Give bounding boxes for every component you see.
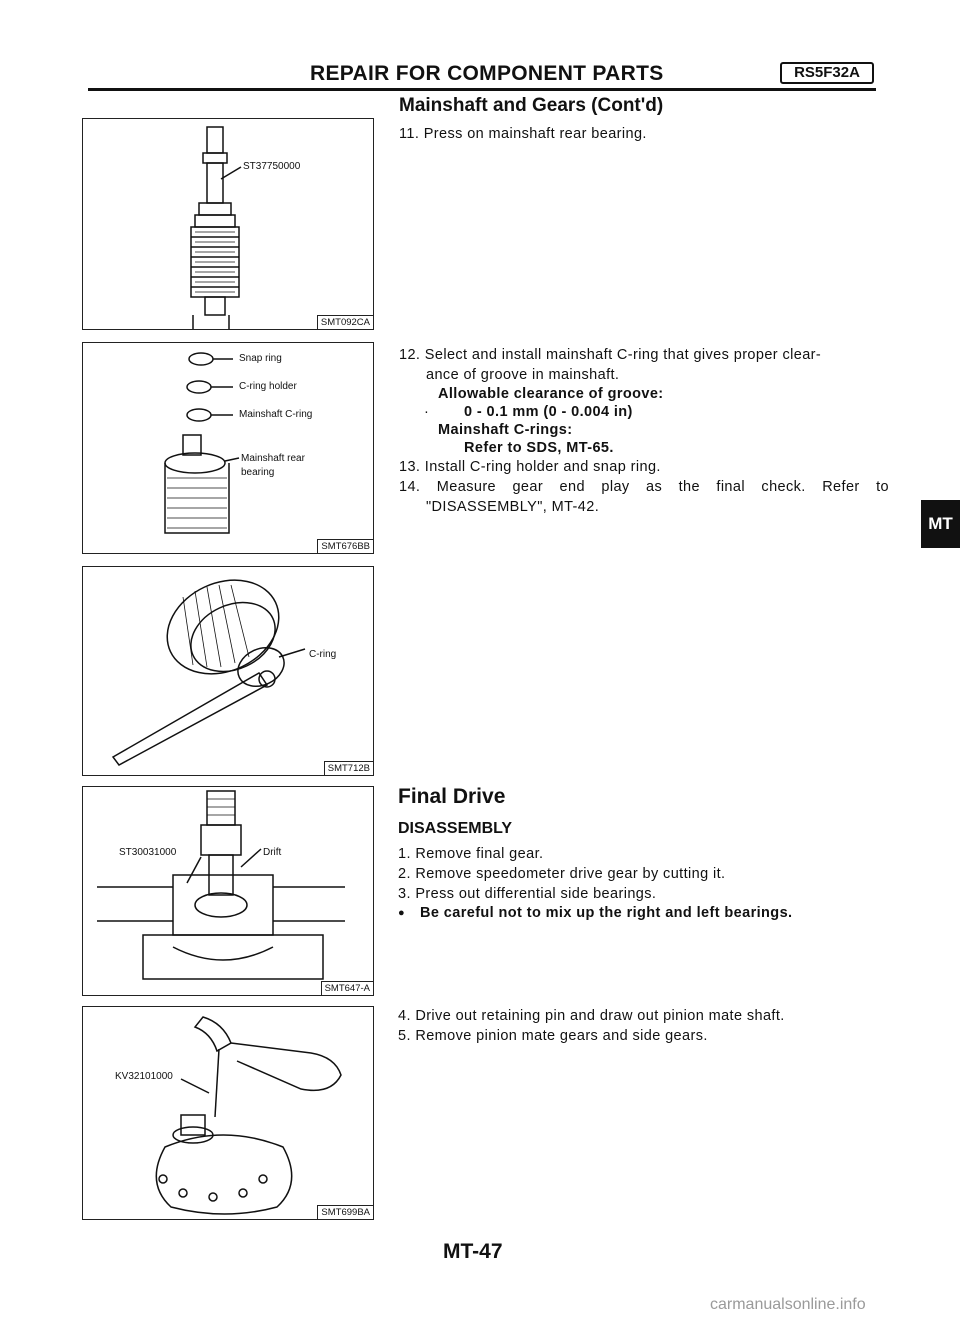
section-tab-label: MT: [928, 514, 953, 533]
figure-drive-out-pin: [82, 1006, 374, 1220]
final-drive-step-4: 4. Drive out retaining pin and draw out pinion mate shaft.: [398, 1008, 785, 1024]
final-drive-step-1: 1. Remove final gear.: [398, 846, 544, 862]
caution-bullet: ●: [398, 907, 406, 919]
step-12-line-1: 12. Select and install mainshaft C-ring that gives proper clear-: [399, 347, 822, 363]
final-drive-step-3: 3. Press out differential side bearings.: [398, 886, 657, 902]
final-drive-step-5: 5. Remove pinion mate gears and side gears.: [398, 1028, 708, 1044]
step-13: 13. Install C-ring holder and snap ring.: [399, 459, 661, 475]
watermark: carmanualsonline.info: [710, 1296, 866, 1313]
step-14-line-1: 14. Measure gear end play as the final check. Refer to: [399, 479, 889, 495]
feeler-gauge-illustration: [83, 567, 373, 775]
figure-c-ring-gauge: [82, 566, 374, 776]
figure-code: SMT647-A: [321, 981, 373, 995]
label-mainshaft-rear: Mainshaft rear: [241, 453, 305, 464]
tool-label-st37750000: ST37750000: [243, 161, 301, 172]
figure-press-side-bearings: [82, 786, 374, 996]
figure-code: SMT699BA: [317, 1205, 373, 1219]
figure-code: SMT712B: [324, 761, 373, 775]
c-rings-label: Mainshaft C-rings:: [438, 422, 573, 438]
figure-mainshaft-press: [82, 118, 374, 330]
label-c-ring-holder: C-ring holder: [239, 381, 297, 392]
c-ring-assembly-illustration: [83, 343, 373, 553]
final-drive-title: Final Drive: [398, 785, 506, 808]
side-bearing-press-illustration: [83, 787, 373, 995]
page-header-title: REPAIR FOR COMPONENT PARTS: [310, 62, 664, 85]
step-14-line-2: "DISASSEMBLY", MT-42.: [426, 499, 600, 515]
tool-label-st30031000: ST30031000: [119, 847, 177, 858]
mainshaft-press-illustration: [83, 119, 373, 329]
label-mainshaft-c-ring: Mainshaft C-ring: [239, 409, 313, 420]
caution-text: Be careful not to mix up the right and left bearings.: [420, 905, 793, 921]
disassembly-subtitle: DISASSEMBLY: [398, 820, 513, 837]
clearance-spec-title: Allowable clearance of groove:: [438, 386, 664, 402]
figure-code: SMT092CA: [317, 315, 373, 329]
step-11: 11. Press on mainshaft rear bearing.: [399, 126, 647, 142]
page-number: MT-47: [443, 1240, 503, 1263]
figure-c-ring-assembly: [82, 342, 374, 554]
label-snap-ring: Snap ring: [239, 353, 282, 364]
step-12-line-2: ance of groove in mainshaft.: [426, 367, 620, 383]
mainshaft-section-title: Mainshaft and Gears (Cont'd): [399, 95, 664, 116]
label-c-ring: C-ring: [309, 649, 337, 660]
label-bearing: bearing: [241, 467, 275, 478]
model-badge: RS5F32A: [780, 62, 874, 84]
final-drive-step-2: 2. Remove speedometer drive gear by cutting it.: [398, 866, 726, 882]
header-rule: [88, 88, 876, 91]
section-tab-mt: [921, 500, 960, 548]
clearance-spec-value: 0 - 0.1 mm (0 - 0.004 in): [464, 404, 633, 420]
retaining-pin-illustration: [83, 1007, 373, 1219]
tool-label-kv32101000: KV32101000: [115, 1071, 173, 1082]
label-drift: Drift: [263, 847, 282, 858]
figure-code: SMT676BB: [317, 539, 373, 553]
c-rings-reference: Refer to SDS, MT-65.: [464, 440, 614, 456]
spec-dot: ·: [424, 404, 430, 420]
